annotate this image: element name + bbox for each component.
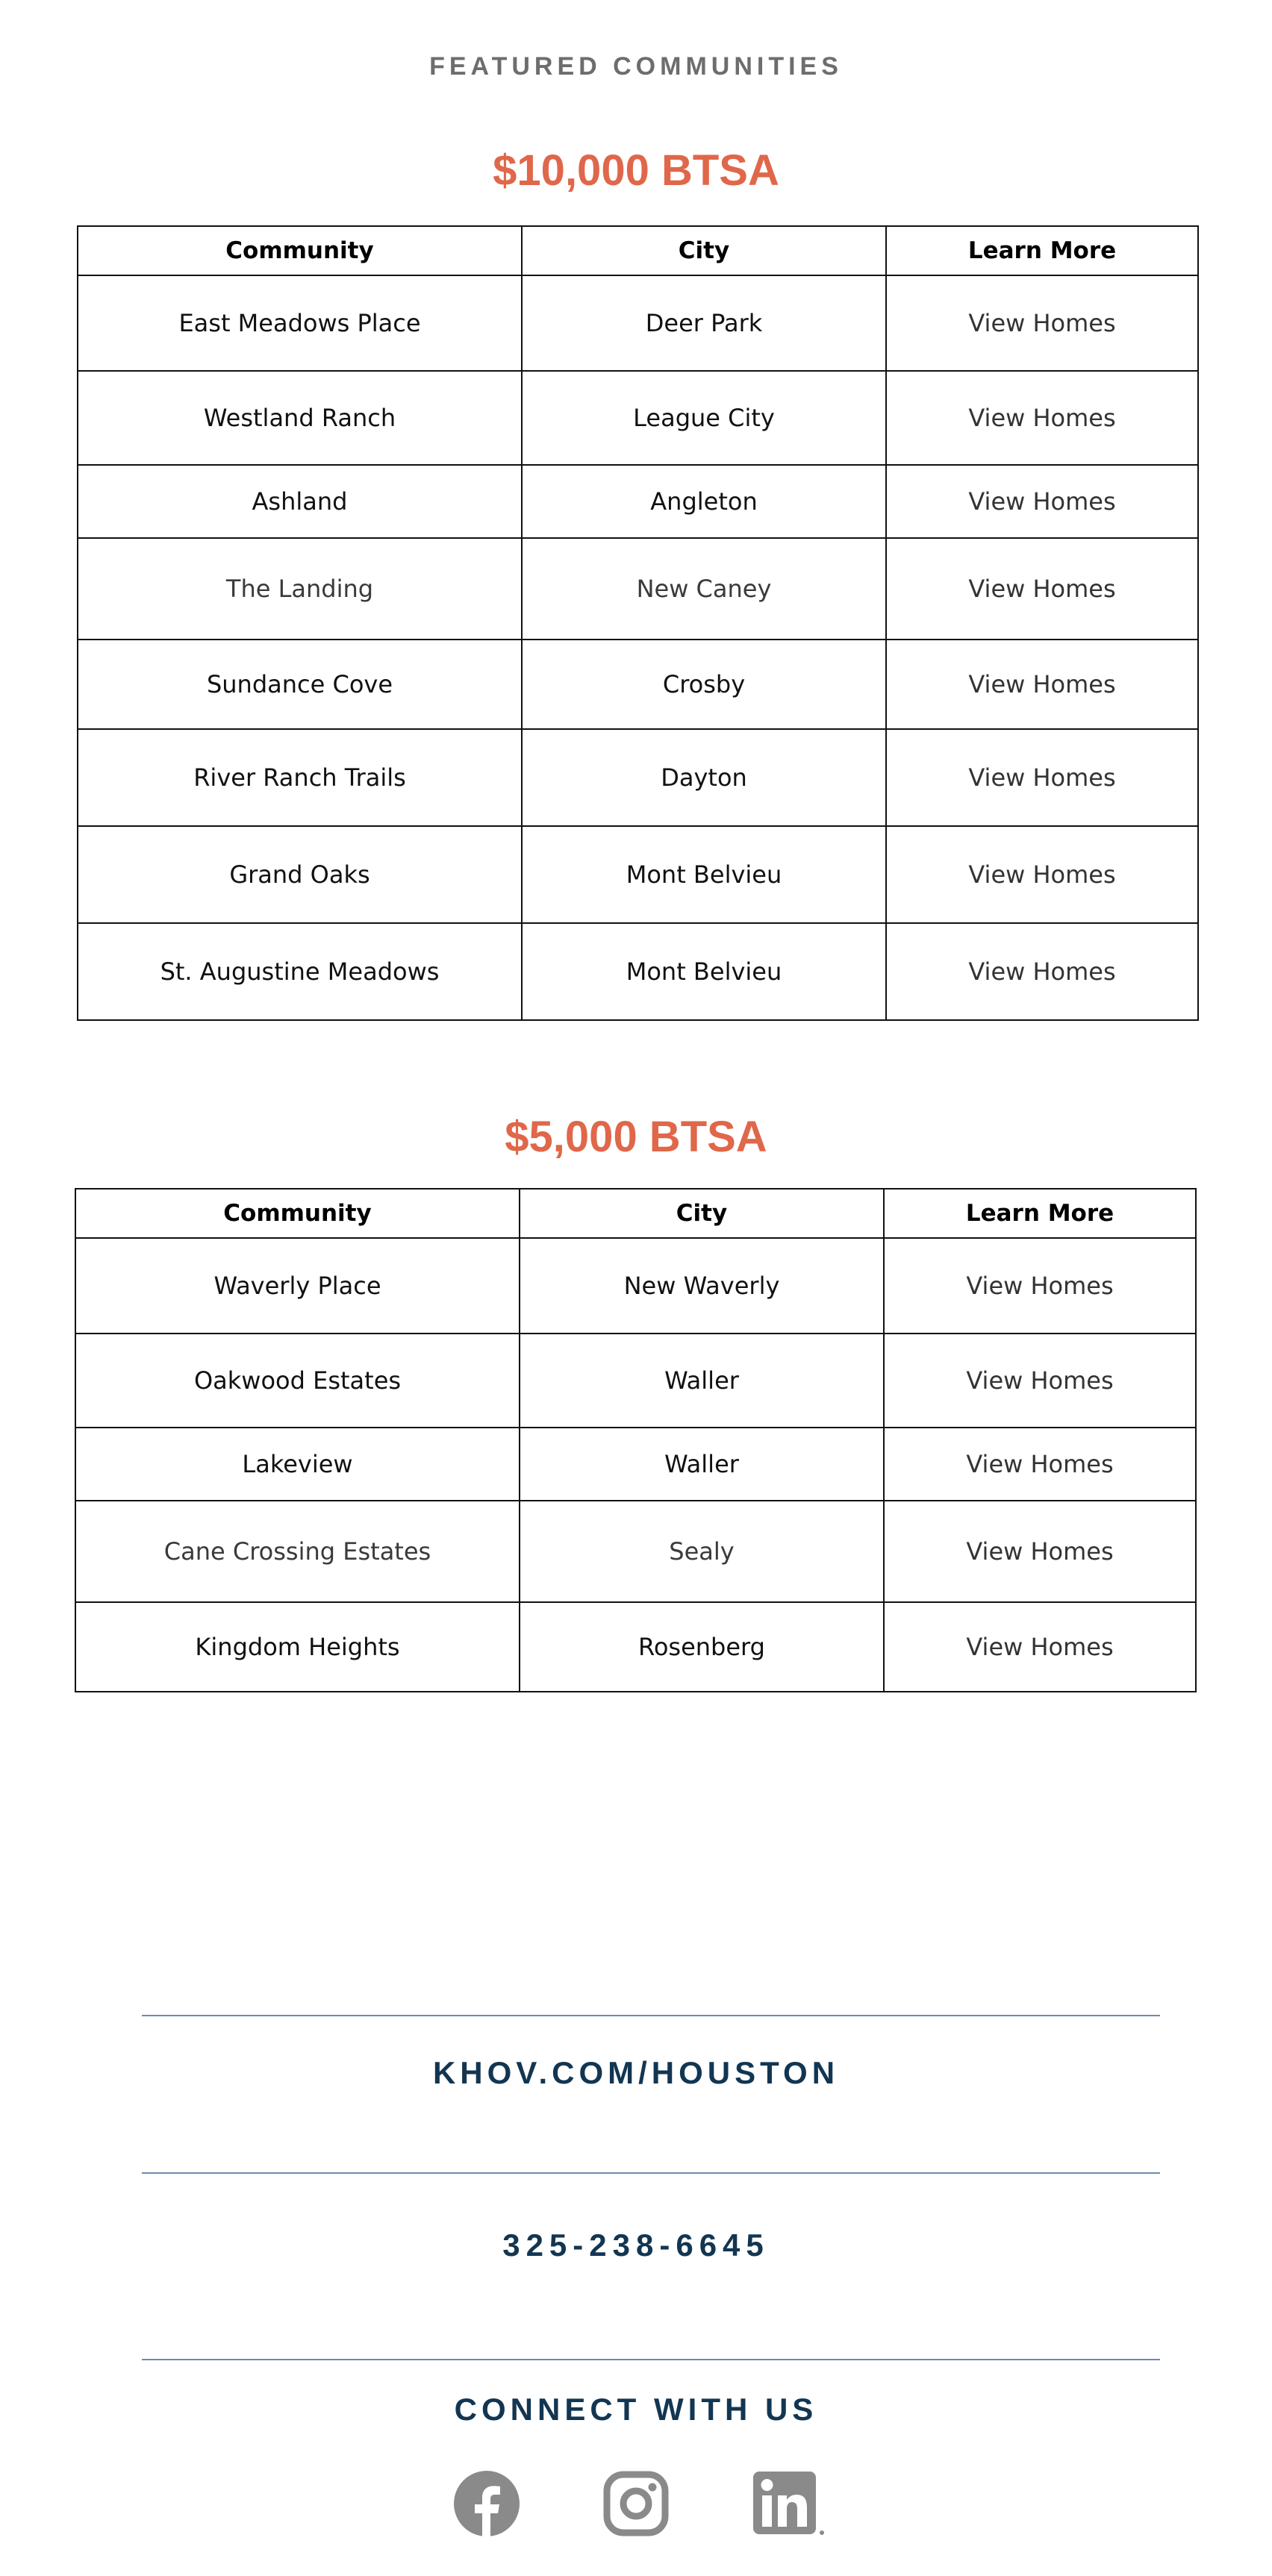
website-link[interactable]: KHOV.COM/HOUSTON	[432, 2055, 840, 2090]
column-header-city: City	[522, 226, 886, 275]
table-row	[78, 923, 1198, 1020]
city-cell: Sealy	[520, 1501, 884, 1602]
facebook-icon[interactable]	[453, 2470, 520, 2537]
table-row	[78, 729, 1198, 826]
community-cell: Westland Ranch	[78, 371, 522, 465]
city-cell: Rosenberg	[520, 1602, 884, 1692]
view-homes-link[interactable]: View Homes	[884, 1501, 1196, 1602]
view-homes-link[interactable]: View Homes	[886, 640, 1198, 729]
table-row	[75, 1602, 1196, 1692]
featured-communities-heading: FEATURED COMMUNITIES	[429, 52, 843, 81]
column-header-learn-more: Learn More	[884, 1189, 1196, 1238]
city-cell: New Waverly	[520, 1238, 884, 1334]
table-row	[75, 1428, 1196, 1501]
divider	[142, 2172, 1160, 2174]
table-header-row	[78, 226, 1198, 275]
community-cell: Lakeview	[75, 1428, 520, 1501]
table-row	[75, 1501, 1196, 1602]
community-cell: Kingdom Heights	[75, 1602, 520, 1692]
phone-link[interactable]: 325-238-6645	[502, 2228, 770, 2263]
table-row	[78, 538, 1198, 640]
divider	[142, 2015, 1160, 2016]
city-cell: Mont Belvieu	[522, 826, 886, 923]
table-header-row	[75, 1189, 1196, 1238]
instagram-icon[interactable]	[602, 2470, 670, 2537]
column-header-city: City	[520, 1189, 884, 1238]
community-cell: East Meadows Place	[78, 275, 522, 371]
city-cell: Angleton	[522, 465, 886, 538]
view-homes-link[interactable]: View Homes	[886, 538, 1198, 640]
column-header-community: Community	[78, 226, 522, 275]
tier-10000-title: $10,000 BTSA	[493, 146, 779, 195]
community-cell: Sundance Cove	[78, 640, 522, 729]
city-cell: Mont Belvieu	[522, 923, 886, 1020]
view-homes-link[interactable]: View Homes	[886, 826, 1198, 923]
view-homes-link[interactable]: View Homes	[884, 1334, 1196, 1428]
city-cell: Deer Park	[522, 275, 886, 371]
social-links	[0, 2470, 1272, 2537]
table-row	[78, 640, 1198, 729]
table-row	[78, 465, 1198, 538]
connect-heading: CONNECT WITH US	[454, 2392, 818, 2427]
tier-5000-title: $5,000 BTSA	[505, 1113, 767, 1161]
view-homes-link[interactable]: View Homes	[884, 1602, 1196, 1692]
city-cell: Waller	[520, 1428, 884, 1501]
view-homes-link[interactable]: View Homes	[886, 275, 1198, 371]
column-header-community: Community	[75, 1189, 520, 1238]
community-cell: The Landing	[78, 538, 522, 640]
city-cell: League City	[522, 371, 886, 465]
community-cell: Cane Crossing Estates	[75, 1501, 520, 1602]
community-cell: St. Augustine Meadows	[78, 923, 522, 1020]
community-cell: River Ranch Trails	[78, 729, 522, 826]
linkedin-icon[interactable]	[752, 2470, 819, 2537]
table-row	[78, 275, 1198, 371]
column-header-learn-more: Learn More	[886, 226, 1198, 275]
city-cell: Waller	[520, 1334, 884, 1428]
view-homes-link[interactable]: View Homes	[884, 1238, 1196, 1334]
city-cell: Crosby	[522, 640, 886, 729]
view-homes-link[interactable]: View Homes	[884, 1428, 1196, 1501]
communities-table-10000	[77, 225, 1199, 1021]
table-row	[78, 826, 1198, 923]
community-cell: Grand Oaks	[78, 826, 522, 923]
communities-table-5000	[75, 1188, 1197, 1692]
city-cell: Dayton	[522, 729, 886, 826]
city-cell: New Caney	[522, 538, 886, 640]
table-row	[78, 371, 1198, 465]
view-homes-link[interactable]: View Homes	[886, 371, 1198, 465]
community-cell: Oakwood Estates	[75, 1334, 520, 1428]
table-row	[75, 1238, 1196, 1334]
divider	[142, 2359, 1160, 2360]
view-homes-link[interactable]: View Homes	[886, 465, 1198, 538]
community-cell: Ashland	[78, 465, 522, 538]
table-row	[75, 1334, 1196, 1428]
view-homes-link[interactable]: View Homes	[886, 923, 1198, 1020]
community-cell: Waverly Place	[75, 1238, 520, 1334]
view-homes-link[interactable]: View Homes	[886, 729, 1198, 826]
